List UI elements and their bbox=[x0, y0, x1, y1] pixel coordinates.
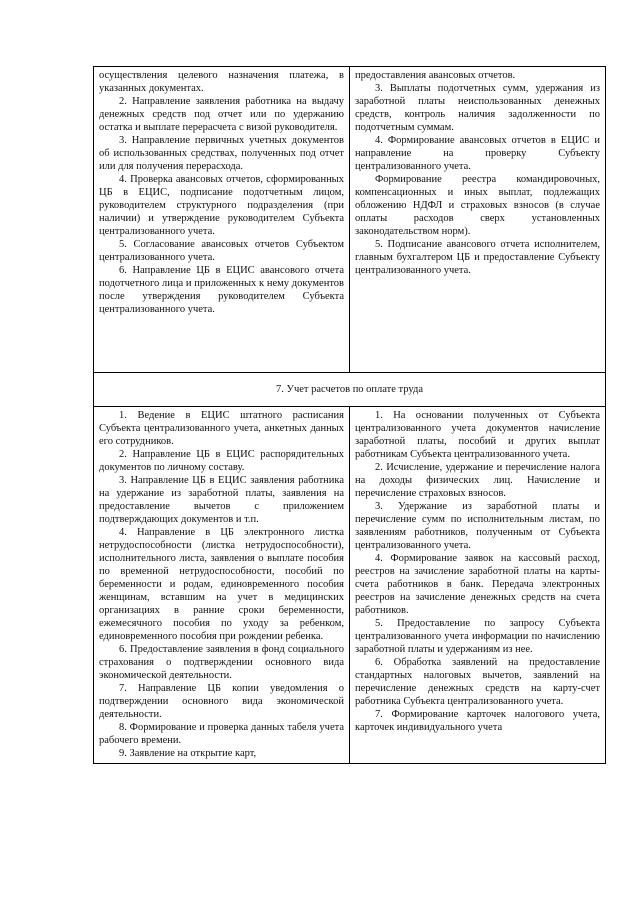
section-title: 7. Учет расчетов по оплате труда bbox=[94, 373, 606, 407]
paragraph: 7. Направление ЦБ копии уведомления о подтверждении основного вида экономической деятельности. bbox=[99, 683, 344, 720]
paragraph: 3. Направление первичных учетных документов об использованных средствах, полученных под отчет или для получения перерасхода. bbox=[99, 135, 344, 172]
paragraph: 4. Проверка авансовых отчетов, сформированных ЦБ в ЕЦИС, подписание подотчетным лицом, руководителем структурного подразделения (при наличии) и утверждение руководителем Субъекта централизованного учета. bbox=[99, 174, 344, 237]
paragraph: 8. Формирование и проверка данных табеля учета рабочего времени. bbox=[99, 722, 344, 746]
top-left-cell bbox=[94, 67, 350, 373]
paragraph: 2. Направление заявления работника на выдачу денежных средств под отчет или по удержанию остатка и выплате перерасчета с визой руководителя. bbox=[99, 96, 344, 133]
bottom-left-cell bbox=[94, 407, 350, 764]
table-row bbox=[94, 373, 606, 407]
paragraph: 4. Формирование авансовых отчетов в ЕЦИС и направление на проверку Субъекту централизованного учета. bbox=[355, 135, 600, 172]
paragraph: 5. Подписание авансового отчета исполнителем, главным бухгалтером ЦБ и предоставление Субъекту централизованного учета. bbox=[355, 239, 600, 276]
paragraph: 3. Направление ЦБ в ЕЦИС заявления работника на удержание из заработной платы, заявления на предоставление вычетов с приложением подтверждающих документов и т.п. bbox=[99, 475, 344, 525]
paragraph: 6. Направление ЦБ в ЕЦИС авансового отчета подотчетного лица и приложенных к нему документов после утверждения руководителем Субъекта централизованного учета. bbox=[99, 265, 344, 315]
paragraph: 7. Формирование карточек налогового учета, карточек индивидуального учета bbox=[355, 709, 600, 733]
bottom-right-cell bbox=[350, 407, 606, 764]
paragraph: 6. Обработка заявлений на предоставление стандартных налоговых вычетов, заявлений на перечисление денежных средств на карту-счет работника Субъекта централизованного учета. bbox=[355, 657, 600, 707]
paragraph: 4. Формирование заявок на кассовый расход, реестров на зачисление заработной платы на карты-счета работников в банк. Передача электронных реестров на зачисление денежных средств на счета работников. bbox=[355, 553, 600, 616]
paragraph: осуществления целевого назначения платежа, в указанных документах. bbox=[99, 70, 344, 94]
paragraph: 3. Выплаты подотчетных сумм, удержания из заработной платы неиспользованных денежных средств, контроль наличия задолженности по подотчетным суммам. bbox=[355, 83, 600, 133]
paragraph: 2. Направление ЦБ в ЕЦИС распорядительных документов по личному составу. bbox=[99, 449, 344, 473]
paragraph: 9. Заявление на открытие карт, bbox=[119, 748, 257, 759]
paragraph: 5. Согласование авансовых отчетов Субъектом централизованного учета. bbox=[99, 239, 344, 263]
paragraph: Формирование реестра командировочных, компенсационных и иных выплат, подлежащих обложению НДФЛ и страховых взносов (в случае оплаты расходов сверх установленных законодательством норм). bbox=[355, 174, 600, 237]
paragraph: предоставления авансовых отчетов. bbox=[355, 70, 516, 81]
paragraph: 3. Удержание из заработной платы и перечисление сумм по исполнительным листам, по заявлениям работников, полученным от Субъекта централизованного учета. bbox=[355, 501, 600, 551]
top-right-cell bbox=[350, 67, 606, 373]
paragraph: 6. Предоставление заявления в фонд социального страхования о подтверждении основного вида экономической деятельности. bbox=[99, 644, 344, 681]
table-row bbox=[94, 407, 606, 764]
paragraph: 2. Исчисление, удержание и перечисление налога на доходы физических лиц. Начисление и перечисление страховых взносов. bbox=[355, 462, 600, 499]
responsibilities-table bbox=[93, 66, 606, 764]
paragraph: 1. На основании полученных от Субъекта централизованного учета документов начисление заработной платы, пособий и других выплат работникам Субъекта централизованного учета. bbox=[355, 410, 600, 460]
table-row bbox=[94, 67, 606, 373]
paragraph: 4. Направление в ЦБ электронного листка нетрудоспособности (листка нетрудоспособности), исполнительного листа, заявления о выплате пособия по временной нетрудоспособности, пособий по беременности и родам, единовременного пособия женщинам, вставшим на учет в медицинских организациях в ранние сроки беременности, ежемесячного пособия по уходу за ребенком, единовременного пособия при рождении ребенка. bbox=[99, 527, 344, 642]
paragraph: 1. Ведение в ЕЦИС штатного расписания Субъекта централизованного учета, анкетных данных его сотрудников. bbox=[99, 410, 344, 447]
paragraph: 5. Предоставление по запросу Субъекта централизованного учета информации по начислению заработной платы и удержаниям из нее. bbox=[355, 618, 600, 655]
